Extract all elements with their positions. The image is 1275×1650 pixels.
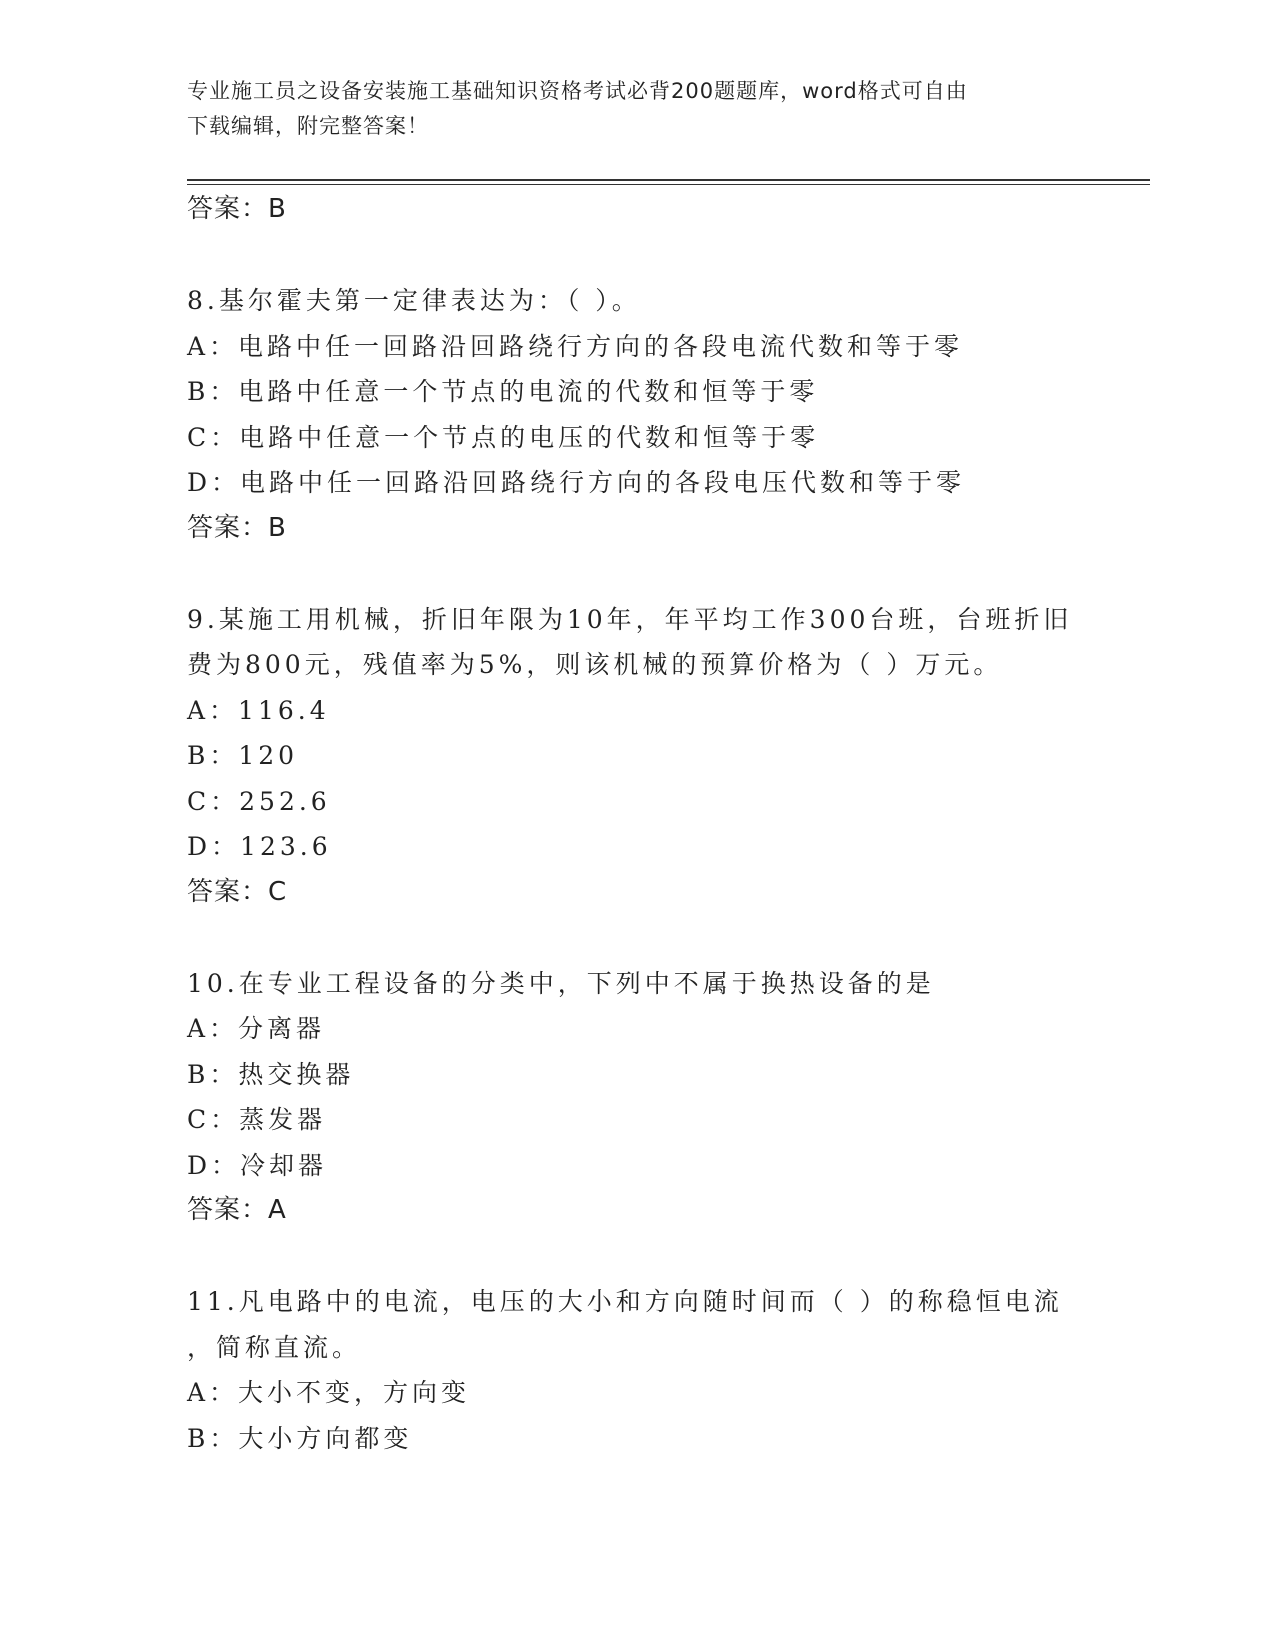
option-b: B：120 (187, 741, 299, 770)
question-stem-line-2: 费为800元，残值率为5%，则该机械的预算价格为（ ）万元。 (187, 650, 1003, 679)
option-b: B：大小方向都变 (187, 1423, 413, 1453)
question-content (187, 187, 1107, 1461)
question-8 (187, 278, 1107, 551)
spacer (187, 551, 1107, 597)
question-11 (187, 1279, 1107, 1461)
option-c: C：电路中任意一个节点的电压的代数和恒等于零 (187, 422, 820, 452)
option-d: D：冷却器 (187, 1150, 328, 1180)
option-a: A：大小不变，方向变 (187, 1378, 471, 1407)
option-a: A：电路中任一回路沿回路绕行方向的各段电流代数和等于零 (187, 331, 964, 361)
option-d: D：电路中任一回路沿回路绕行方向的各段电压代数和等于零 (187, 468, 966, 497)
answer: 答案：A (187, 1195, 287, 1225)
option-a: A：116.4 (187, 695, 330, 725)
question-stem: 8.基尔霍夫第一定律表达为：（ ）。 (187, 286, 641, 315)
answer: 答案：B (187, 512, 287, 543)
page-header (187, 74, 1087, 144)
option-d: D：123.6 (187, 832, 332, 861)
option-a: A：分离器 (187, 1014, 326, 1043)
question-stem-line-2: ，简称直流。 (187, 1332, 362, 1362)
previous-answer: 答案：B (187, 194, 287, 224)
option-c: C：252.6 (187, 786, 331, 816)
header-title-line-1: 专业施工员之设备安装施工基础知识资格考试必背200题题库，word格式可自由 (187, 79, 968, 103)
answer: 答案：C (187, 876, 288, 907)
header-divider-thick (187, 179, 1150, 181)
question-10 (187, 961, 1107, 1234)
option-b: B：热交换器 (187, 1059, 355, 1089)
option-c: C：蒸发器 (187, 1105, 327, 1134)
question-stem: 10.在专业工程设备的分类中，下列中不属于换热设备的是 (187, 968, 935, 998)
spacer (187, 233, 1107, 279)
option-b: B：电路中任意一个节点的电流的代数和恒等于零 (187, 377, 819, 406)
spacer (187, 1234, 1107, 1280)
question-stem-line-1: 11.凡电路中的电流，电压的大小和方向随时间而（ ）的称稳恒电流 (187, 1287, 1063, 1316)
header-divider-thin (187, 184, 1150, 185)
header-title-line-2: 下载编辑，附完整答案！ (187, 114, 429, 138)
spacer (187, 915, 1107, 961)
question-9 (187, 597, 1107, 916)
question-stem-line-1: 9.某施工用机械，折旧年限为10年，年平均工作300台班，台班折旧 (187, 604, 1073, 634)
